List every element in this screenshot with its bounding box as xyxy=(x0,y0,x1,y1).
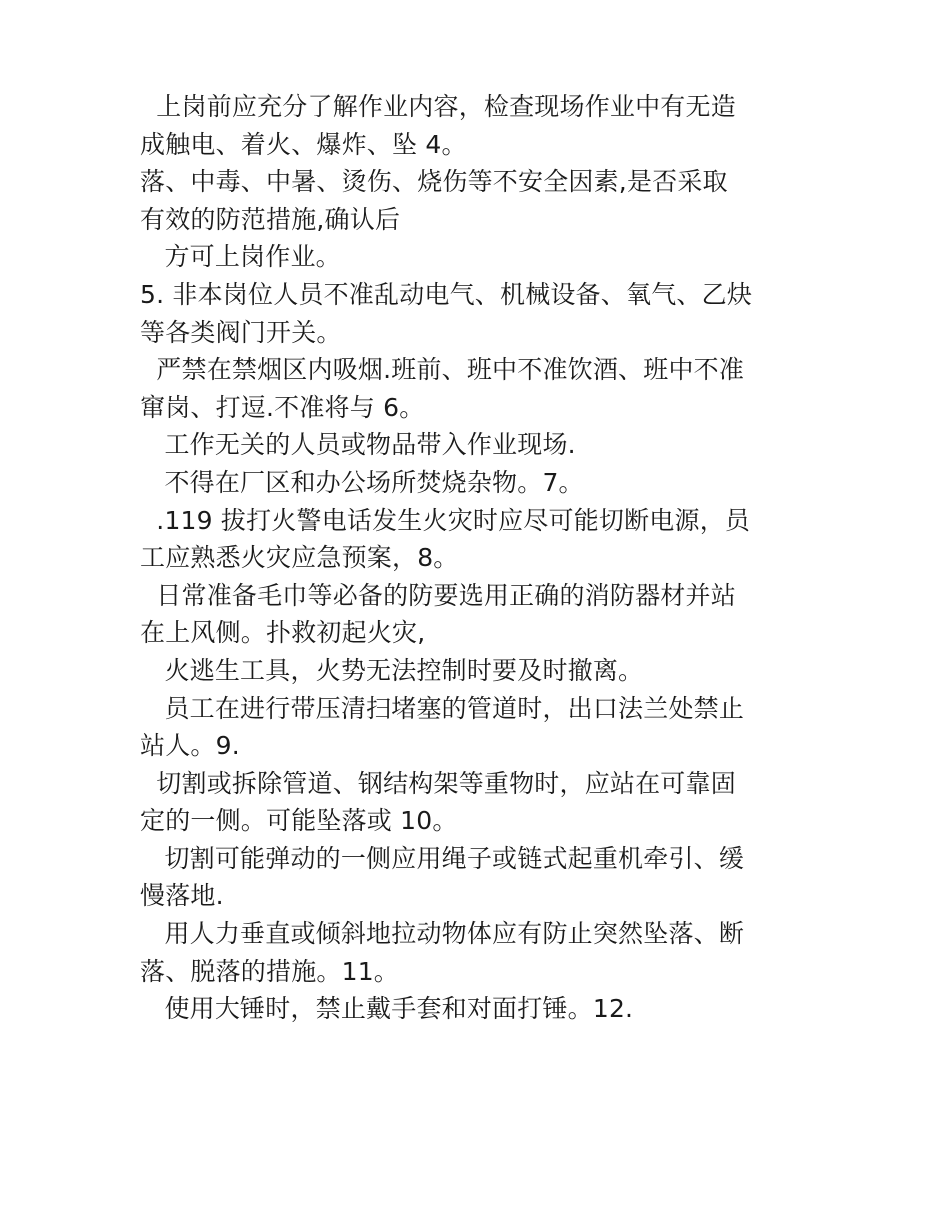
text-line: 等各类阀门开关。 xyxy=(140,317,342,347)
text-line: 切割可能弹动的一侧应用绳子或链式起重机牵引、缓 xyxy=(140,843,745,873)
text-line: 成触电、着火、爆炸、坠 4。 xyxy=(140,129,467,159)
document-body xyxy=(140,88,820,1028)
text-line: 落、中毒、中暑、烫伤、烧伤等不安全因素,是否采取 xyxy=(140,167,728,197)
text-line: 上岗前应充分了解作业内容，检查现场作业中有无造 xyxy=(140,92,736,121)
text-line: 切割或拆除管道、钢结构架等重物时，应站在可靠固 xyxy=(140,768,736,798)
text-line: 落、脱落的措施。11。 xyxy=(140,956,400,986)
text-line: 窜岗、打逗.不准将与 6。 xyxy=(140,392,425,422)
text-line: 慢落地. xyxy=(140,881,224,911)
text-line: 在上风侧。扑救初起火灾, xyxy=(140,618,426,648)
text-line: 方可上岗作业。 xyxy=(140,242,341,272)
text-line: 定的一侧。可能坠落或 10。 xyxy=(140,806,458,836)
text-line: 工应熟悉火灾应急预案，8。 xyxy=(140,543,459,573)
text-line: 日常准备毛巾等必备的防要选用正确的消防器材并站 xyxy=(140,580,736,610)
text-line: 站人。9. xyxy=(140,731,240,761)
text-line: .119 拔打火警电话发生火灾时应尽可能切断电源，员 xyxy=(140,505,751,535)
text-line: 不得在厂区和办公场所焚烧杂物。7。 xyxy=(140,467,584,497)
text-line: 严禁在禁烟区内吸烟.班前、班中不准饮酒、班中不准 xyxy=(140,355,745,385)
text-line: 5. 非本岗位人员不准乱动电气、机械设备、氧气、乙炔 xyxy=(140,279,753,309)
text-line: 用人力垂直或倾斜地拉动物体应有防止突然坠落、断 xyxy=(140,919,745,949)
text-line: 工作无关的人员或物品带入作业现场. xyxy=(140,430,576,460)
text-line: 使用大锤时，禁止戴手套和对面打锤。12. xyxy=(140,994,634,1024)
text-line: 员工在进行带压清扫堵塞的管道时，出口法兰处禁止 xyxy=(140,693,745,723)
text-line: 火逃生工具，火势无法控制时要及时撤离。 xyxy=(140,655,644,685)
text-line: 有效的防范措施,确认后 xyxy=(140,204,401,234)
